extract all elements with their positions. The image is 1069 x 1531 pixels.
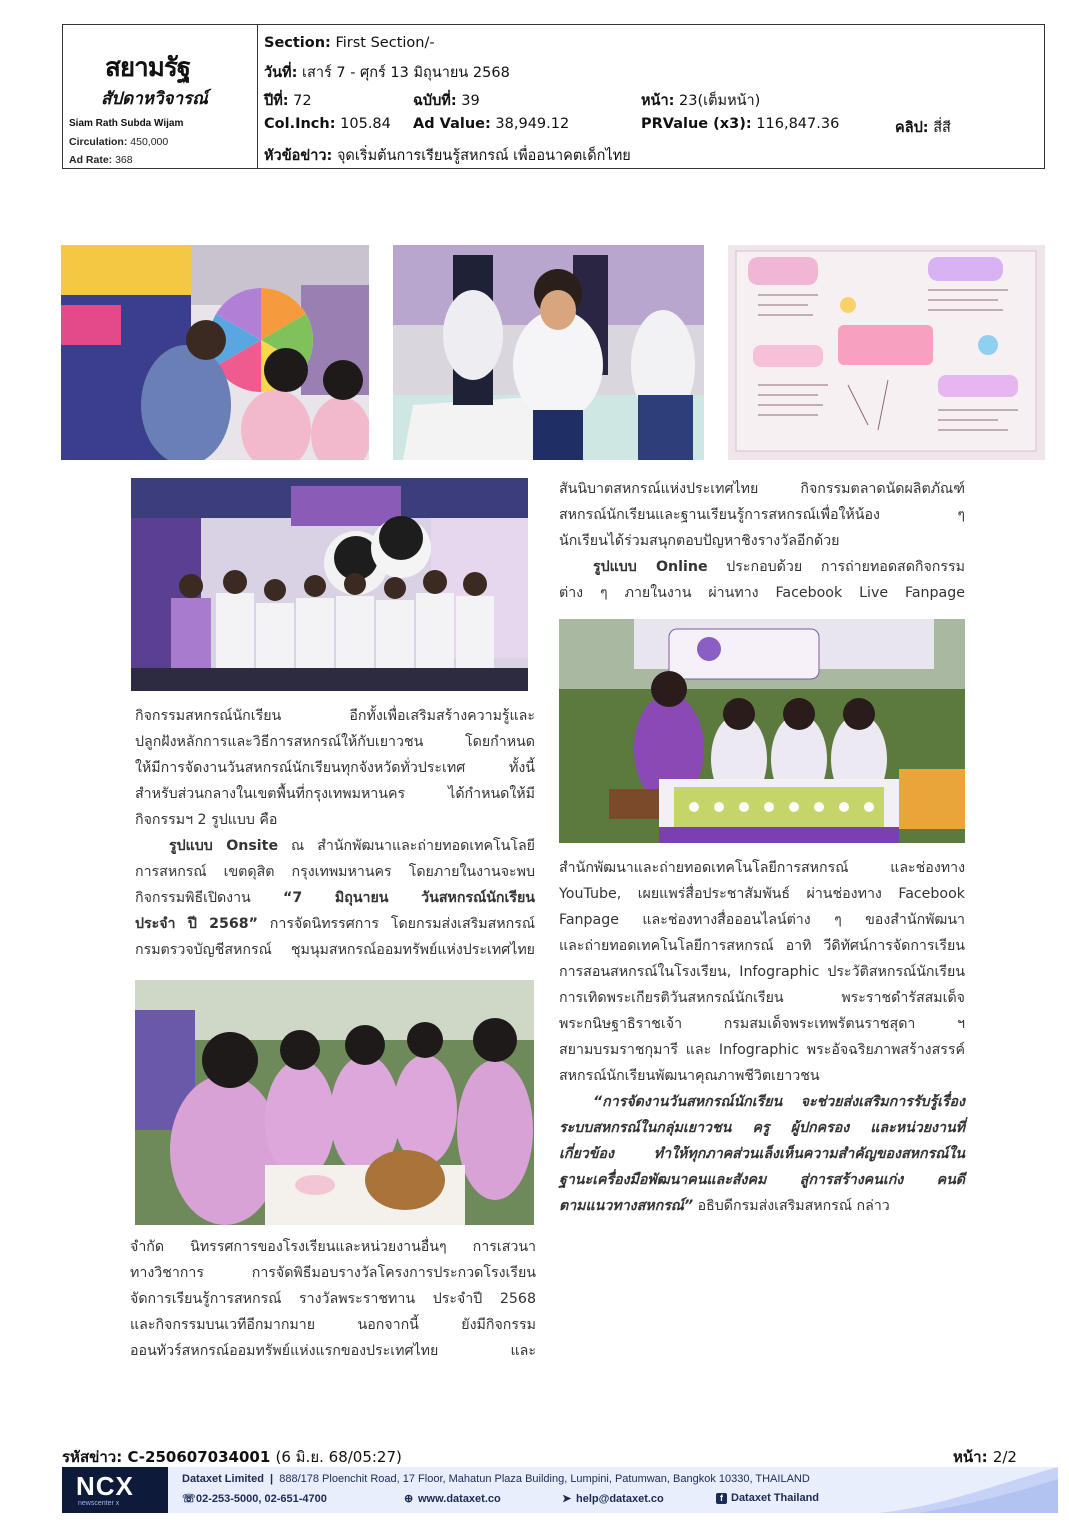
publication-logo-sub: สัปดาหวิจารณ์: [101, 89, 208, 109]
year-field: ปีที่: 72: [264, 93, 312, 109]
globe-icon: ⊕: [404, 1493, 414, 1505]
phone-contact: ☏02-253-5000, 02-651-4700: [182, 1493, 327, 1505]
left-paragraph-1: กิจกรรมสหกรณ์นักเรียน อีกทั้งเพื่อเสริมสร้างความรู้และ ปลูกฝังหลักการและวิธีการสหกรณ์ให้กับเยาวชน โดยกำหนด ให้มีการจัดงานวันสหกรณ์นักเรียนทุกจังหวัดทั่วประเทศ ทั้งนี้ สำหรับส่วนกลางในเขตพื้นที่กรุงเทพมหานคร ได้กำหนดให้มี กิจกรรมฯ 2 รูปแบบ คือ รูปแบบ Onsite ณ สำนักพัฒนาและถ่ายทอดเทคโนโลยี การสหกรณ์ เขตดุสิต กรุงเทพมหานคร โดยภายในงานจะพบ กิจกรรมพิธีเปิดงาน “7 มิถุนายน วันสหกรณ์นักเรียน ประจำ ปี 2568” การจัดนิทรรศการ โดยกรมส่งเสริมสหกรณ์ กรมตรวจบัญชีสหกรณ์ ชุมนุมสหกรณ์ออมทรัพย์แห่งประเทศไทย: [135, 708, 535, 958]
headline-field: หัวข้อข่าว: จุดเริ่มต้นการเรียนรู้สหกรณ์ เพื่ออนาคตเด็กไทย: [264, 148, 631, 164]
photo-cooperative-mindmap-poster: [728, 245, 1045, 460]
publication-name: Siam Rath Subda Wijam: [69, 118, 184, 129]
section-field: Section: First Section/-: [264, 35, 435, 51]
prvalue-field: PRValue (x3): 116,847.36: [641, 116, 840, 132]
page-number: หน้า: 2/2: [953, 1448, 1017, 1466]
issue-field: ฉบับที่: 39: [413, 93, 480, 109]
photo-students-examining-products: [135, 980, 534, 1225]
photo-student-signing-registration: [393, 245, 704, 460]
publication-box: [63, 25, 258, 168]
right-paragraph-1: สันนิบาตสหกรณ์แห่งประเทศไทย กิจกรรมตลาดนัดผลิตภัณฑ์ สหกรณ์นักเรียนและฐานเรียนรู้การสหกรณ์เพื่อให้น้อง ๆ นักเรียนได้ร่วมสนุกตอบปัญหาชิงรางวัลอีกด้วย รูปแบบ Online ประกอบด้วย การถ่ายทอดสดกิจกรรม ต่าง ๆ ภายในงาน ผ่านทาง Facebook Live Fanpage: [559, 481, 965, 601]
send-icon: ➤: [562, 1493, 572, 1505]
colinch-field: Col.Inch: 105.84: [264, 116, 391, 132]
clip-field: คลิป: สี่สี: [895, 120, 951, 136]
right-paragraph-2: สำนักพัฒนาและถ่ายทอดเทคโนโลยีการสหกรณ์ และช่องทาง YouTube, เผยแพร่สื่อประชาสัมพันธ์ ผ่านช่องทาง Facebook Fanpage และช่องทางสื่อออนไลน์ต่าง ๆ ของสำนักพัฒนา และถ่ายทอดเทคโนโลยีการสหกรณ์ อาทิ วีดิทัศน์การจัดการเรียน การสอนสหกรณ์ในโรงเรียน, Infographic ประวัติสหกรณ์นักเรียน การเทิดพระเกียรติวันสหกรณ์นักเรียน พระราชดำรัสสมเด็จ พระกนิษฐาธิราชเจ้า กรมสมเด็จพระเทพรัตนราชสุดา ฯ สยามบรมราชกุมารี และ Infographic พระอัจฉริยภาพสร้างสรรค์ สหกรณ์นักเรียนพัฒนาคุณภาพชีวิตเยาวชน: [559, 860, 965, 1084]
company-address: Dataxet Limited | 888/178 Ploenchit Road, 17 Floor, Mahatun Plaza Building, Lumpini, Patumwan, Bangkok 10330, THAILAND: [182, 1473, 810, 1485]
photo-students-spin-wheel: [61, 245, 369, 460]
date-field: วันที่: เสาร์ 7 - ศุกร์ 13 มิถุนายน 2568: [264, 65, 510, 81]
publication-logo: สยามรัฐ: [105, 53, 191, 83]
page-field: หน้า: 23(เต็มหน้า): [641, 93, 761, 109]
email-link[interactable]: ➤ help@dataxet.co: [562, 1493, 664, 1505]
facebook-icon: f: [716, 1493, 727, 1504]
phone-icon: ☏: [182, 1493, 196, 1505]
left-paragraph-2: จำกัด นิทรรศการของโรงเรียนและหน่วยงานอื่นๆ การเสวนา ทางวิชาการ การจัดพิธีมอบรางวัลโครงการประกวดโรงเรียน จัดการเรียนรู้การสหกรณ์ รางวัลพระราชทาน ประจำปี 2568 และกิจกรรมบนเวทีอีกมากมาย นอกจากนี้ ยังมีกิจกรรม ออนทัวร์สหกรณ์ออมทรัพย์แห่งแรกของประเทศไทย และ: [130, 1239, 536, 1359]
advalue-field: Ad Value: 38,949.12: [413, 116, 570, 132]
website-link[interactable]: ⊕ www.dataxet.co: [404, 1493, 501, 1505]
facebook-link[interactable]: f Dataxet Thailand: [716, 1492, 819, 1504]
footer-bar: [62, 1467, 1058, 1513]
footer-wave-decoration: [878, 1467, 1058, 1513]
clipping-header: [62, 24, 1045, 169]
news-code: รหัสข่าว: C-250607034001 (6 มิ.ย. 68/05:27): [62, 1448, 402, 1466]
photo-cooperative-product-booth: [559, 619, 965, 843]
photo-group-with-mascots: [131, 478, 528, 691]
director-quote: “การจัดงานวันสหกรณ์นักเรียน จะช่วยส่งเสริมการรับรู้เรื่อง ระบบสหกรณ์ในกลุ่มเยาวชน ครู ผู้ปกครอง และหน่วยงานที่ เกี่ยวข้อง ทำให้ทุกภาคส่วนเล็งเห็นความสำคัญของสหกรณ์ใน ฐานะเครื่องมือพัฒนาคนและสังคม สู่การสร้างคนเก่ง คนดี ตามแนวทางสหกรณ์” อธิบดีกรมส่งเสริมสหกรณ์ กล่าว: [559, 1094, 965, 1214]
ad-rate: Ad Rate: 368: [69, 154, 133, 166]
ncx-logo: NCX newscenter x: [62, 1467, 168, 1513]
circulation: Circulation: 450,000: [69, 136, 169, 148]
